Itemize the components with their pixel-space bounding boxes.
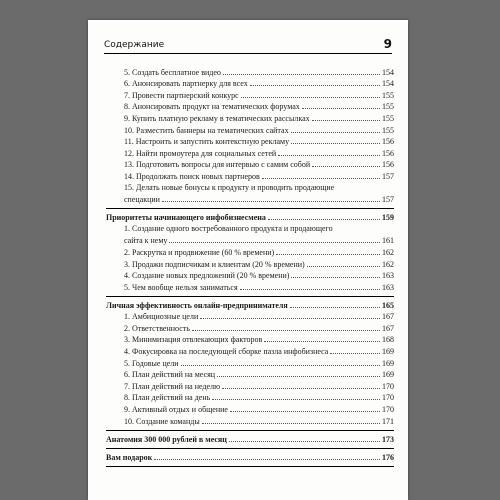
running-head-title: Содержание [104, 40, 165, 50]
dot-leader [200, 318, 380, 319]
toc-entry[interactable] [106, 334, 394, 346]
toc-entry-first-line[interactable]: 15. Делать новые бонусы к продукту и проводить продающие [124, 182, 335, 192]
toc-entry-page: 163 [382, 282, 394, 292]
dot-leader [250, 85, 380, 86]
toc-entry[interactable] [106, 101, 394, 113]
toc-entry-page: 169 [382, 370, 394, 380]
toc-entry-label: 10. Создание команды [124, 416, 200, 426]
toc-entry-page: 155 [382, 90, 394, 100]
dot-leader [312, 166, 380, 167]
page-header [104, 33, 392, 54]
toc-section-efficiency [106, 296, 394, 427]
toc-entry-page: 170 [382, 393, 394, 403]
toc-entry-label: 1. Амбициозные цели [124, 312, 199, 322]
dot-leader [181, 365, 380, 366]
toc-entry[interactable] [106, 311, 394, 323]
toc-entry-label: 10. Разместить баннеры на тематических сайтах [124, 125, 289, 135]
toc-entry-page: 171 [382, 416, 394, 426]
toc-section-title: Анатомия 300 000 рублей в месяц [106, 434, 227, 444]
dot-leader [192, 330, 380, 331]
toc-entry-label: 6. Анонсировать партнерку для всех [124, 79, 248, 89]
dot-leader [262, 178, 380, 179]
toc-entry-label: 3. Минимизация отвлекающих факторов [124, 335, 263, 345]
toc-section-heading[interactable] [106, 211, 394, 223]
toc-entry-page: 154 [382, 67, 394, 77]
toc-entry-label: 13. Подготовить вопросы для интервью с самим собой [124, 160, 311, 170]
toc-entry-label: 8. Анонсировать продукт на тематических форумах [124, 102, 300, 112]
toc-entry-label: 3. Продажи подписчикам и клиентам (20 % времени) [124, 259, 305, 269]
toc-entry[interactable] [106, 235, 394, 247]
toc-entry-page: 169 [382, 347, 394, 357]
toc-entry[interactable] [106, 415, 394, 427]
toc-entry[interactable] [106, 281, 394, 293]
toc-section-title: Вам подарок [106, 452, 153, 462]
toc-section-page: 165 [382, 300, 394, 310]
toc-entry-label: сайта к нему [124, 236, 168, 246]
dot-leader [307, 266, 380, 267]
dot-leader [291, 143, 380, 144]
toc-entry-first-line[interactable]: 1. Создание одного востребованного продукта и продающего [124, 224, 333, 234]
toc-entry[interactable] [106, 124, 394, 136]
toc-entry[interactable] [106, 147, 394, 159]
toc-entry-page: 156 [382, 137, 394, 147]
toc-entry-page: 169 [382, 358, 394, 368]
toc-entry-page: 155 [382, 125, 394, 135]
toc-entry-label: 2. Раскрутка и продвижение (60 % времени) [124, 247, 275, 257]
dot-leader [268, 219, 380, 220]
toc-entry-label: 5. Чем вообще нельзя заниматься [124, 282, 238, 292]
dot-leader [312, 120, 380, 121]
toc-entry[interactable] [106, 322, 394, 334]
toc-entry[interactable] [106, 194, 394, 206]
toc-entry-page: 163 [382, 271, 394, 281]
toc-entry[interactable] [106, 136, 394, 148]
toc-section-page: 159 [382, 213, 394, 223]
dot-leader [330, 353, 380, 354]
toc-entry-page: 167 [382, 323, 394, 333]
toc-entry-page: 161 [382, 236, 394, 246]
toc-entry[interactable] [106, 345, 394, 357]
bottom-divider [106, 466, 394, 467]
toc-entry[interactable] [106, 159, 394, 171]
toc-entry[interactable] [106, 89, 394, 101]
dot-leader [217, 376, 380, 377]
toc-entry-page: 157 [382, 171, 394, 181]
toc-entry-label: спецакции [124, 195, 160, 205]
toc-entry-label: 4. Фокусировка на последующей сборке пазла инфобизнеса [124, 347, 329, 357]
toc-entry[interactable] [106, 380, 394, 392]
toc-entry-page: 157 [382, 195, 394, 205]
toc-section-page: 173 [382, 434, 394, 444]
toc-section-heading[interactable] [106, 299, 394, 311]
toc-entry-label: 14. Продолжать поиск новых партнеров [124, 171, 260, 181]
toc-entry-label: 9. Активный отдых и общение [124, 405, 228, 415]
dot-leader [229, 441, 380, 442]
toc-entry-page: 167 [382, 312, 394, 322]
toc-entry-page: 155 [382, 113, 394, 123]
toc-entry-label: 7. План действий на неделю [124, 381, 221, 391]
toc-entry[interactable] [106, 369, 394, 381]
book-page [88, 20, 408, 500]
toc-entry-label: 6. План действий на месяц [124, 370, 216, 380]
toc-entry[interactable] [106, 112, 394, 124]
toc-entry-page: 170 [382, 405, 394, 415]
toc-section-priorities [106, 208, 394, 293]
dot-leader [241, 97, 380, 98]
toc-section-title: Личная эффективность онлайн-предпринимателя [106, 300, 288, 310]
toc-section-title: Приоритеты начинающего инфобизнесмена [106, 213, 266, 223]
toc-entry-label: 11. Настроить и запустить контекстную рекламу [124, 137, 290, 147]
toc-entry-label: 4. Создание новых предложений (20 % времени) [124, 271, 290, 281]
dot-leader [162, 201, 380, 202]
toc-entry-label: 5. Годовые цели [124, 358, 179, 368]
toc-entry-label: 5. Создать бесплатное видео [124, 67, 221, 77]
dot-leader [291, 132, 380, 133]
dot-leader [202, 423, 380, 424]
toc-entry[interactable] [106, 66, 394, 78]
toc-section-heading[interactable] [106, 433, 394, 445]
toc-entry-page: 162 [382, 259, 394, 269]
toc-entry-label: 7. Провести партнерский конкурс [124, 90, 239, 100]
dot-leader [230, 411, 380, 412]
toc-entry[interactable] [106, 357, 394, 369]
toc-entry-page: 162 [382, 247, 394, 257]
dot-leader [276, 254, 380, 255]
dot-leader [154, 459, 380, 460]
toc-entry[interactable] [106, 258, 394, 270]
toc-entry-label: 2. Ответственность [124, 323, 190, 333]
toc-entry-label: 8. План действий на день [124, 393, 211, 403]
toc-entry-label: 12. Найти промоутера для социальных сетей [124, 148, 277, 158]
toc-section-heading[interactable] [106, 451, 394, 463]
toc-entry-page: 155 [382, 102, 394, 112]
toc-entry[interactable] [106, 78, 394, 90]
dot-leader [264, 341, 380, 342]
dot-leader [278, 155, 380, 156]
dot-leader [223, 74, 380, 75]
toc-section-page: 176 [382, 452, 394, 462]
dot-leader [169, 242, 380, 243]
dot-leader [290, 307, 380, 308]
dot-leader [291, 277, 380, 278]
dot-leader [222, 388, 380, 389]
page-number: 9 [383, 37, 392, 51]
toc-entry[interactable] [106, 403, 394, 415]
toc-entry[interactable] [106, 392, 394, 404]
table-of-contents [106, 66, 394, 467]
dot-leader [302, 108, 380, 109]
toc-entry-page: 156 [382, 160, 394, 170]
dot-leader [240, 289, 380, 290]
toc-entry[interactable] [106, 270, 394, 282]
toc-entry-page: 170 [382, 381, 394, 391]
toc-entry-page: 154 [382, 79, 394, 89]
toc-section-anatomy [106, 430, 394, 445]
toc-section-gift [106, 448, 394, 463]
toc-entry-label: 9. Купить платную рекламу в тематических рассылках [124, 113, 310, 123]
toc-entry-page: 156 [382, 148, 394, 158]
toc-entry[interactable] [106, 170, 394, 182]
toc-entry[interactable] [106, 246, 394, 258]
dot-leader [212, 399, 380, 400]
toc-entry-page: 168 [382, 335, 394, 345]
